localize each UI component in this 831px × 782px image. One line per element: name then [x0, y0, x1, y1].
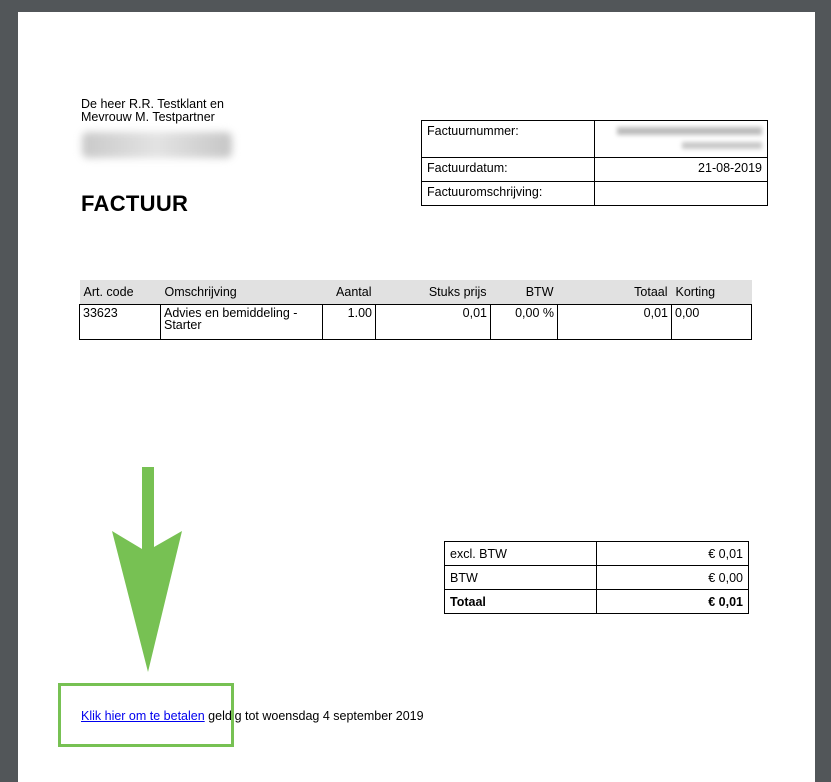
excl-vat-value: € 0,01 — [597, 542, 749, 566]
payment-validity-text: geldig tot woensdag 4 september 2019 — [204, 709, 424, 723]
col-header-unit-price: Stuks prijs — [376, 280, 491, 305]
invoice-date-label: Factuurdatum: — [422, 158, 595, 182]
line-items-table — [79, 280, 752, 340]
invoice-number-label: Factuurnummer: — [422, 121, 595, 158]
col-header-total: Totaal — [558, 280, 672, 305]
col-header-code: Art. code — [80, 280, 161, 305]
document-title: FACTUUR — [81, 191, 189, 216]
vat-value: € 0,00 — [597, 566, 749, 590]
recipient-address — [81, 98, 224, 124]
col-header-vat: BTW — [491, 280, 558, 305]
col-header-description: Omschrijving — [161, 280, 323, 305]
highlight-box — [58, 683, 234, 747]
cell-vat: 0,00 % — [491, 305, 558, 340]
arrow-down-icon — [112, 467, 182, 677]
cell-discount: 0,00 — [672, 305, 752, 340]
col-header-discount: Korting — [672, 280, 752, 305]
invoice-date-value: 21-08-2019 — [595, 158, 768, 182]
excl-vat-label: excl. BTW — [445, 542, 597, 566]
recipient-line-1: De heer R.R. Testklant en — [81, 97, 224, 111]
invoice-description-value — [595, 182, 768, 206]
cell-total: 0,01 — [558, 305, 672, 340]
recipient-line-2: Mevrouw M. Testpartner — [81, 110, 215, 124]
totals-table — [444, 541, 749, 614]
redacted-address-block — [82, 132, 232, 158]
grand-total-label: Totaal — [445, 590, 597, 614]
vat-label: BTW — [445, 566, 597, 590]
table-row — [80, 305, 752, 340]
col-header-quantity: Aantal — [323, 280, 376, 305]
invoice-number-value-redacted — [595, 121, 768, 158]
cell-code: 33623 — [80, 305, 161, 340]
cell-unit-price: 0,01 — [376, 305, 491, 340]
cell-description: Advies en bemiddeling - Starter — [161, 305, 323, 340]
pay-link[interactable]: Klik hier om te betalen — [81, 709, 205, 723]
grand-total-value: € 0,01 — [597, 590, 749, 614]
invoice-meta-table — [421, 120, 768, 206]
invoice-description-label: Factuuromschrijving: — [422, 182, 595, 206]
cell-quantity: 1.00 — [323, 305, 376, 340]
line-items-header-row — [80, 280, 752, 305]
invoice-page — [18, 12, 815, 782]
